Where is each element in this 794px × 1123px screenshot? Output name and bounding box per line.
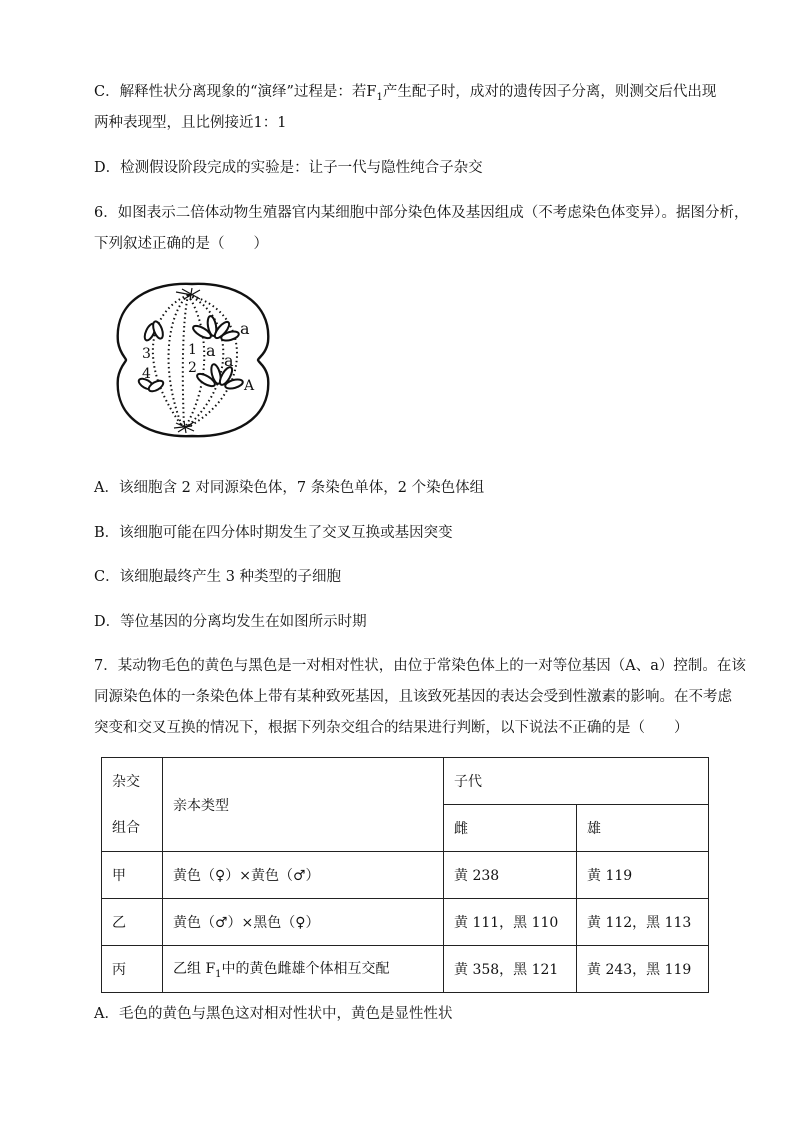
header-parent-type: 亲本类型 [163, 758, 444, 852]
bottom-centrosome [174, 421, 194, 433]
label-2: 2 [188, 360, 197, 376]
q7-stem-line3: 突变和交叉互换的情况下，根据下列杂交组合的结果进行判断，以下说法不正确的是（ ） [94, 720, 689, 736]
q5-option-d: D．检测假设阶段完成的实验是：让子一代与隐性纯合子杂交 [94, 160, 483, 176]
group-cell: 甲 [102, 852, 163, 899]
q7-option-a: A．毛色的黄色与黑色这对相对性状中，黄色是显性性状 [94, 1006, 453, 1022]
q6-option-d: D．等位基因的分离均发生在如图所示时期 [94, 614, 367, 630]
label-1: 1 [188, 342, 197, 358]
female-cell: 黄 111，黑 110 [444, 899, 577, 946]
male-cell: 黄 119 [577, 852, 709, 899]
table-row [102, 946, 709, 993]
group-cell: 丙 [102, 946, 163, 993]
cell-diagram [112, 280, 272, 440]
label-a-mid1: a [206, 341, 216, 360]
female-cell: 黄 238 [444, 852, 577, 899]
q6-stem-line1: 6．如图表示二倍体动物生殖器官内某细胞中部分染色体及基因组成（不考虑染色体变异）。据图分析， [94, 205, 749, 221]
cross-results-table [101, 757, 709, 993]
q6-option-c: C．该细胞最终产生 3 种类型的子细胞 [94, 569, 342, 585]
header-offspring: 子代 [444, 758, 709, 805]
header-male: 雄 [577, 805, 709, 852]
parents-cell: 乙组 $F_1$中的黄色雌雄个体相互交配 [163, 946, 444, 993]
label-a-mid2: a [224, 351, 234, 370]
female-cell: 黄 358，黑 121 [444, 946, 577, 993]
q7-stem-line1: 7．某动物毛色的黄色与黑色是一对相对性状，由位于常染色体上的一对等位基因（A、a）控制。在该 [94, 658, 746, 674]
q7-stem-line2: 同源染色体的一条染色体上带有某种致死基因，且该致死基因的表达会受到性激素的影响。在不考虑 [94, 689, 732, 705]
header-cross-group: 杂交 组合 [102, 758, 163, 852]
q6-stem-line2: 下列叙述正确的是（ ） [94, 236, 268, 252]
q6-option-a: A．该细胞含 2 对同源染色体，7 条染色单体，2 个染色体组 [94, 480, 485, 496]
cell-division-figure [112, 280, 272, 440]
group-cell: 乙 [102, 899, 163, 946]
table-row [102, 852, 709, 899]
label-A-bottom: A [244, 378, 255, 394]
table-header-row-1 [102, 758, 709, 805]
top-centrosome [176, 288, 200, 300]
header-female: 雌 [444, 805, 577, 852]
label-4: 4 [142, 366, 151, 382]
q5-option-c-line2: 两种表现型，且比例接近1：1 [94, 115, 287, 131]
q5-option-c-line1: C．解释性状分离现象的“演绎”过程是：若$F_1$产生配子时，成对的遗传因子分离，则测交后代出现 [94, 84, 717, 103]
parents-cell: 黄色（♀）×黄色（♂） [163, 852, 444, 899]
label-3: 3 [142, 346, 151, 362]
table-row [102, 899, 709, 946]
male-cell: 黄 112，黑 113 [577, 899, 709, 946]
label-a-top: a [240, 319, 250, 338]
male-cell: 黄 243，黑 119 [577, 946, 709, 993]
parents-cell: 黄色（♂）×黑色（♀） [163, 899, 444, 946]
q6-option-b: B．该细胞可能在四分体时期发生了交叉互换或基因突变 [94, 525, 453, 541]
